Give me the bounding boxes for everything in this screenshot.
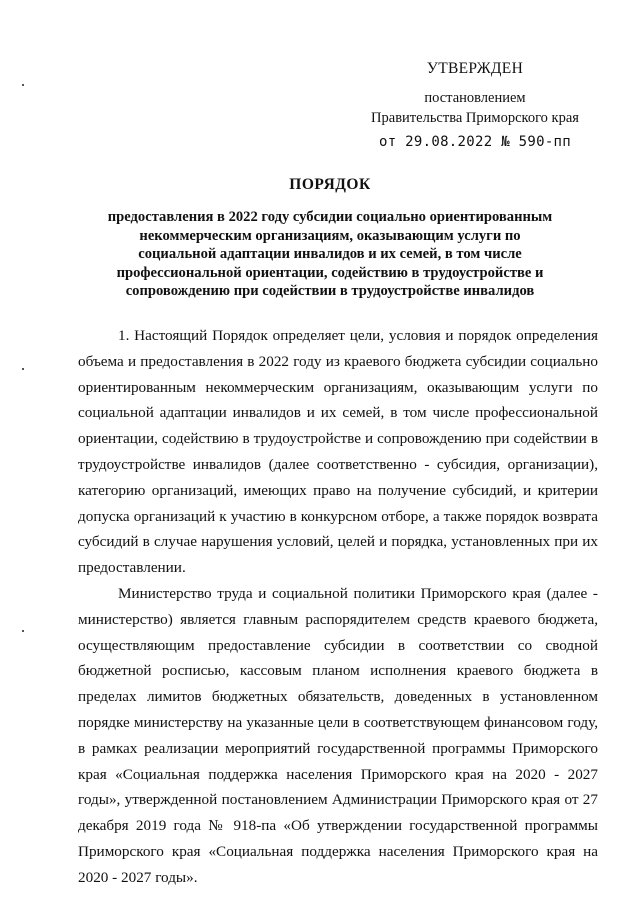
approved-label: УТВЕРЖДЕН bbox=[426, 60, 524, 77]
approval-line-2: Правительства Приморского края bbox=[371, 110, 579, 126]
document-body bbox=[78, 323, 598, 891]
title-main: ПОРЯДОК bbox=[289, 176, 371, 193]
document-title bbox=[100, 176, 560, 301]
paragraph-2: Министерство труда и социальной политики Приморского края (далее - министерство) является главным распорядителем средств краевого бюджета, осуществляющим предоставление субсидии в соответствии со сводной бюджетной росписью, кассовым планом исполнения краевого бюджета в пределах лимитов бюджетных обязательств, доведенных в установленном порядке министерству на указанные цели в соответствующем финансовом году, в рамках реализации мероприятий государственной программы Приморского края «Социальная поддержка населения Приморского края на 2020 - 2027 годы», утвержденной постановлением Администрации Приморского края от 27 декабря 2019 года № 918-па «Об утверждении государственной программы Приморского края «Социальная поддержка населения Приморского края на 2020 - 2027 годы». bbox=[78, 584, 598, 886]
approval-number: от 29.08.2022 № 590-пп bbox=[378, 134, 572, 150]
paragraph-1: 1. Настоящий Порядок определяет цели, условия и порядок определения объема и предоставления в 2022 году из краевого бюджета субсидии социально ориентированным некоммерческим организациям, оказывающим услуги по социальной адаптации инвалидов и их семей, в том числе профессиональной ориентации, содействию в трудоустройстве и сопровождению при содействии в трудоустройстве инвалидов (далее соответственно - субсидия, организации), категорию организаций, имеющих право на получение субсидий, и критерии допуска организаций к участию в конкурсном отборе, а также порядок возврата субсидий в случае нарушения условий, целей и порядка, установленных при их предоставлении. bbox=[78, 327, 598, 577]
scan-mark bbox=[22, 84, 24, 86]
title-subtitle: предоставления в 2022 году субсидии социально ориентированным некоммерческим организациям, оказывающим услуги по социальной адаптации инвалидов и их семей, в том числе профессиональной ориентации, содействию в трудоустройстве и сопровождению при содействии в трудоустройстве инвалидов bbox=[107, 209, 553, 300]
approval-line-1: постановлением bbox=[424, 90, 526, 106]
approval-stamp bbox=[365, 60, 585, 150]
scan-mark bbox=[22, 368, 24, 370]
scan-mark bbox=[22, 630, 24, 632]
